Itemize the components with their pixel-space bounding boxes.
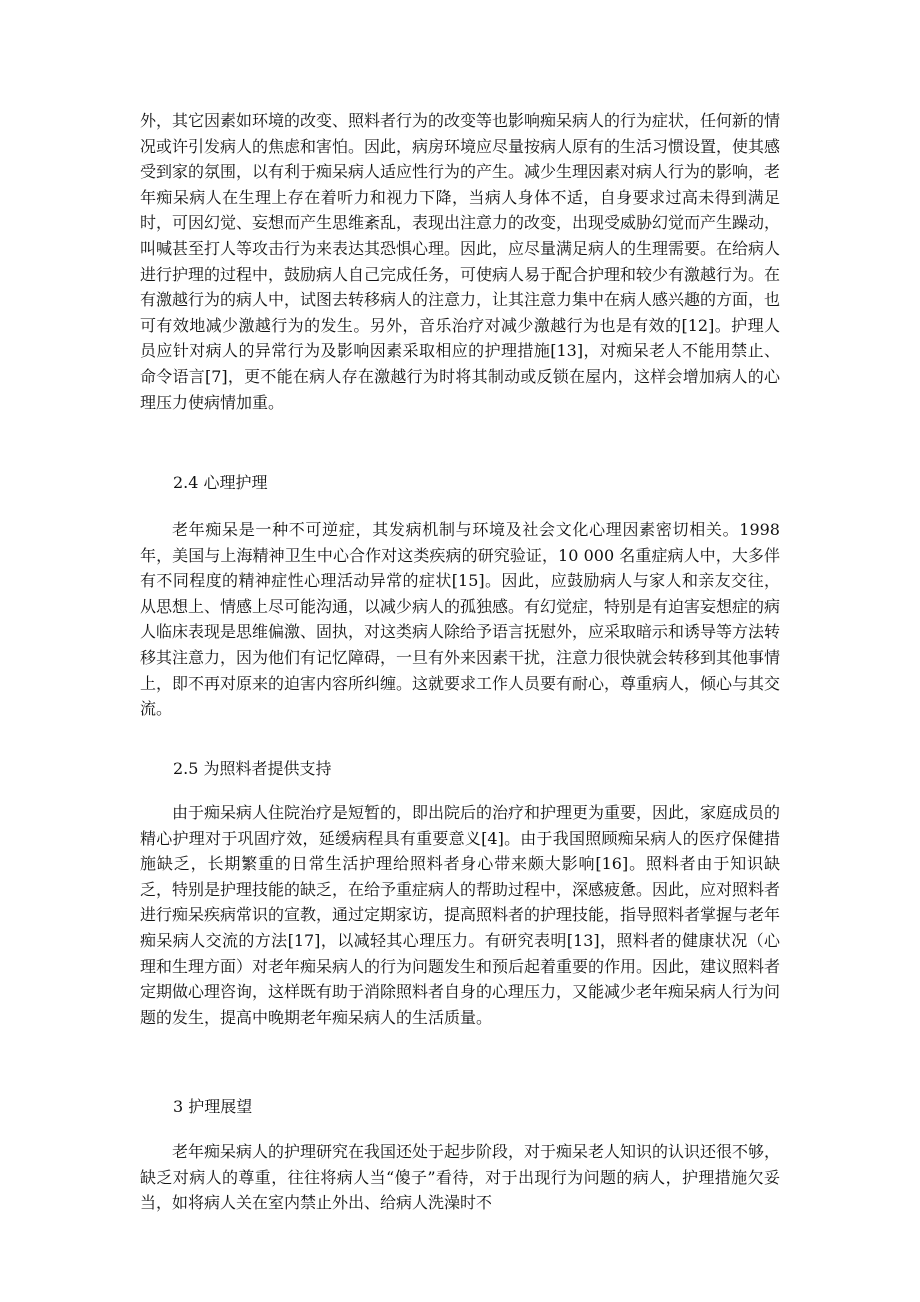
paragraph-3: 老年痴呆病人的护理研究在我国还处于起步阶段，对于痴呆老人知识的认识还很不够，缺乏对病人的尊重，往往将病人当“傻子”看待，对于出现行为问题的病人，护理措施欠妥当，如将病人关在室内禁止外出、给病人洗澡时不	[140, 1142, 781, 1213]
paragraph-2-5: 由于痴呆病人住院治疗是短暂的，即出院后的治疗和护理更为重要，因此，家庭成员的精心护理对于巩固疗效，延缓病程具有重要意义[4]。由于我国照顾痴呆病人的医疗保健措施缺乏，长期繁重的日常生活护理给照料者身心带来颇大影响[16]。照料者由于知识缺乏，特别是护理技能的缺乏，在给予重症病人的帮助过程中，深感疲惫。因此，应对照料者进行痴呆疾病常识的宣教，通过定期家访，提高照料者的护理技能，指导照料者掌握与老年痴呆病人交流的方法[17]，以减轻其心理压力。有研究表明[13]，照料者的健康状况（心理和生理方面）对老年痴呆病人的行为问题发生和预后起着重要的作用。因此，建议照料者定期做心理咨询，这样既有助于消除照料者自身的心理压力，又能减少老年痴呆病人行为问题的发生，提高中晚期老年痴呆病人的生活质量。	[140, 803, 781, 1027]
paragraph-intro: 外，其它因素如环境的改变、照料者行为的改变等也影响痴呆病人的行为症状，任何新的情况或许引发病人的焦虑和害怕。因此，病房环境应尽量按病人原有的生活习惯设置，使其感受到家的氛围，以有利于痴呆病人适应性行为的产生。减少生理因素对病人行为的影响，老年痴呆病人在生理上存在着听力和视力下降，当病人身体不适，自身要求过高未得到满足时，可因幻觉、妄想而产生思维紊乱，表现出注意力的改变，出现受威胁幻觉而产生躁动，叫喊甚至打人等攻击行为来表达其恐惧心理。因此，应尽量满足病人的生理需要。在给病人进行护理的过程中，鼓励病人自己完成任务，可使病人易于配合护理和较少有激越行为。在有激越行为的病人中，试图去转移病人的注意力，让其注意力集中在病人感兴趣的方面，也可有效地减少激越行为的发生。另外，音乐治疗对减少激越行为也是有效的[12]。护理人员应针对病人的异常行为及影响因素采取相应的护理措施[13]，对痴呆老人不能用禁止、命令语言[7]，更不能在病人存在激越行为时将其制动或反锁在屋内，这样会增加病人的心理压力使病情加重。	[140, 111, 781, 412]
section-heading-2-4: 2.4 心理护理	[173, 473, 268, 492]
section-heading-2-5: 2.5 为照料者提供支持	[173, 759, 332, 778]
paragraph-2-4: 老年痴呆是一种不可逆症，其发病机制与环境及社会文化心理因素密切相关。1998 年，美国与上海精神卫生中心合作对这类疾病的研究验证，10 000 名重症病人中，大多伴有不同程度的精神症性心理活动异常的症状[15]。因此，应鼓励病人与家人和亲友交往，从思想上、情感上尽可能沟通，以减少病人的孤独感。有幻觉症，特别是有迫害妄想症的病人临床表现是思维偏激、固执，对这类病人除给予语言抚慰外，应采取暗示和诱导等方法转移其注意力，因为他们有记忆障碍，一旦有外来因素干扰，注意力很快就会转移到其他事情上，即不再对原来的迫害内容所纠缠。这就要求工作人员要有耐心，尊重病人，倾心与其交流。	[140, 520, 781, 719]
section-heading-3: 3 护理展望	[173, 1097, 253, 1116]
